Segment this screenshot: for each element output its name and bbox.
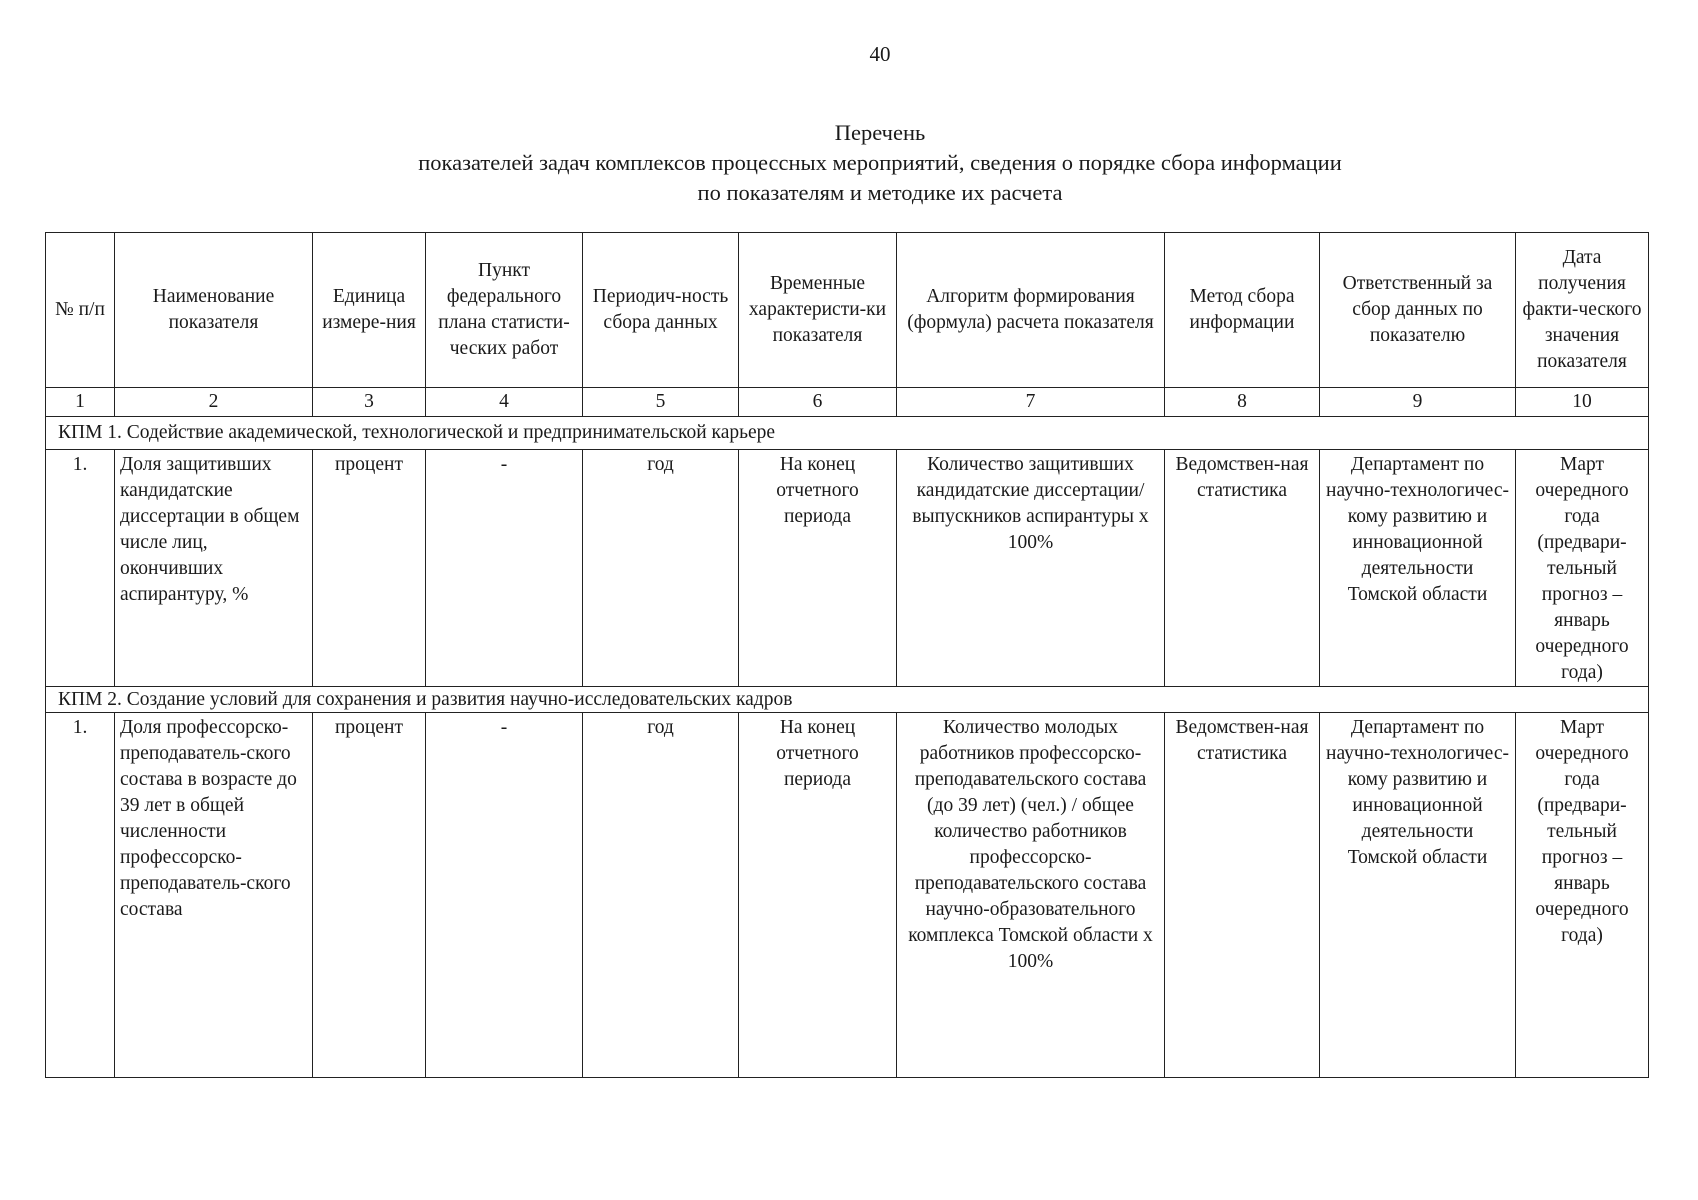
header-cell: Алгоритм формирования (формула) расчета показателя	[897, 233, 1165, 388]
calculation-algorithm: Количество защитивших кандидатские диссертации/ выпускников аспирантуры х 100%	[897, 450, 1165, 687]
header-cell: Наименование показателя	[115, 233, 313, 388]
column-number: 5	[583, 388, 739, 417]
section-row-kpm-2	[46, 687, 1649, 713]
header-cell: Пункт федерального плана статисти-ческих работ	[426, 233, 583, 388]
periodicity: год	[583, 450, 739, 687]
collection-method: Ведомствен-ная статистика	[1165, 713, 1320, 1078]
section-row-kpm-1	[46, 417, 1649, 450]
table-row	[46, 450, 1649, 687]
column-number: 1	[46, 388, 115, 417]
responsible-party: Департамент по научно-технологичес-кому развитию и инновационной деятельности Томской области	[1320, 713, 1516, 1078]
column-number: 6	[739, 388, 897, 417]
indicator-name: Доля профессорско-преподаватель-ского состава в возрасте до 39 лет в общей численности профессорско-преподаватель-ского состава	[115, 713, 313, 1078]
column-number: 8	[1165, 388, 1320, 417]
plan-item: -	[426, 713, 583, 1078]
header-cell: № п/п	[46, 233, 115, 388]
header-cell: Периодич-ность сбора данных	[583, 233, 739, 388]
section-title: КПМ 1. Содействие академической, технологической и предпринимательской карьере	[46, 417, 1649, 450]
time-characteristics: На конец отчетного периода	[739, 713, 897, 1078]
receipt-date: Март очередного года (предвари-тельный прогноз – январь очередного года)	[1516, 450, 1649, 687]
row-number: 1.	[46, 713, 115, 1078]
table-row	[46, 713, 1649, 1078]
document-title	[0, 118, 1698, 208]
column-number: 7	[897, 388, 1165, 417]
indicator-name: Доля защитивших кандидатские диссертации в общем числе лиц, окончивших аспирантуру, %	[115, 450, 313, 687]
title-line-1: Перечень	[834, 120, 926, 145]
responsible-party: Департамент по научно-технологичес-кому развитию и инновационной деятельности Томской области	[1320, 450, 1516, 687]
column-number: 3	[313, 388, 426, 417]
column-number-row	[46, 388, 1649, 417]
section-title: КПМ 2. Создание условий для сохранения и развития научно-исследовательских кадров	[46, 687, 1649, 713]
column-number: 2	[115, 388, 313, 417]
calculation-algorithm: Количество молодых работников профессорско-преподавательского состава (до 39 лет) (чел.) / общее количество работников профессорско-преподавательского состава научно-образовательного комплекса Томской области х 100%	[897, 713, 1165, 1078]
periodicity: год	[583, 713, 739, 1078]
header-cell: Единица измере-ния	[313, 233, 426, 388]
column-number: 4	[426, 388, 583, 417]
header-cell: Метод сбора информации	[1165, 233, 1320, 388]
title-line-3: по показателям и методике их расчета	[697, 180, 1063, 205]
indicators-table	[45, 232, 1649, 1078]
title-line-2: показателей задач комплексов процессных мероприятий, сведения о порядке сбора информации	[418, 150, 1342, 175]
page-number: 40	[869, 42, 891, 66]
time-characteristics: На конец отчетного периода	[739, 450, 897, 687]
collection-method: Ведомствен-ная статистика	[1165, 450, 1320, 687]
row-number: 1.	[46, 450, 115, 687]
table-header-row	[46, 233, 1649, 388]
column-number: 10	[1516, 388, 1649, 417]
header-cell: Ответственный за сбор данных по показателю	[1320, 233, 1516, 388]
unit: процент	[313, 450, 426, 687]
plan-item: -	[426, 450, 583, 687]
header-cell: Временные характеристи-ки показателя	[739, 233, 897, 388]
column-number: 9	[1320, 388, 1516, 417]
receipt-date: Март очередного года (предвари-тельный прогноз – январь очередного года)	[1516, 713, 1649, 1078]
unit: процент	[313, 713, 426, 1078]
header-cell: Дата получения факти-ческого значения показателя	[1516, 233, 1649, 388]
